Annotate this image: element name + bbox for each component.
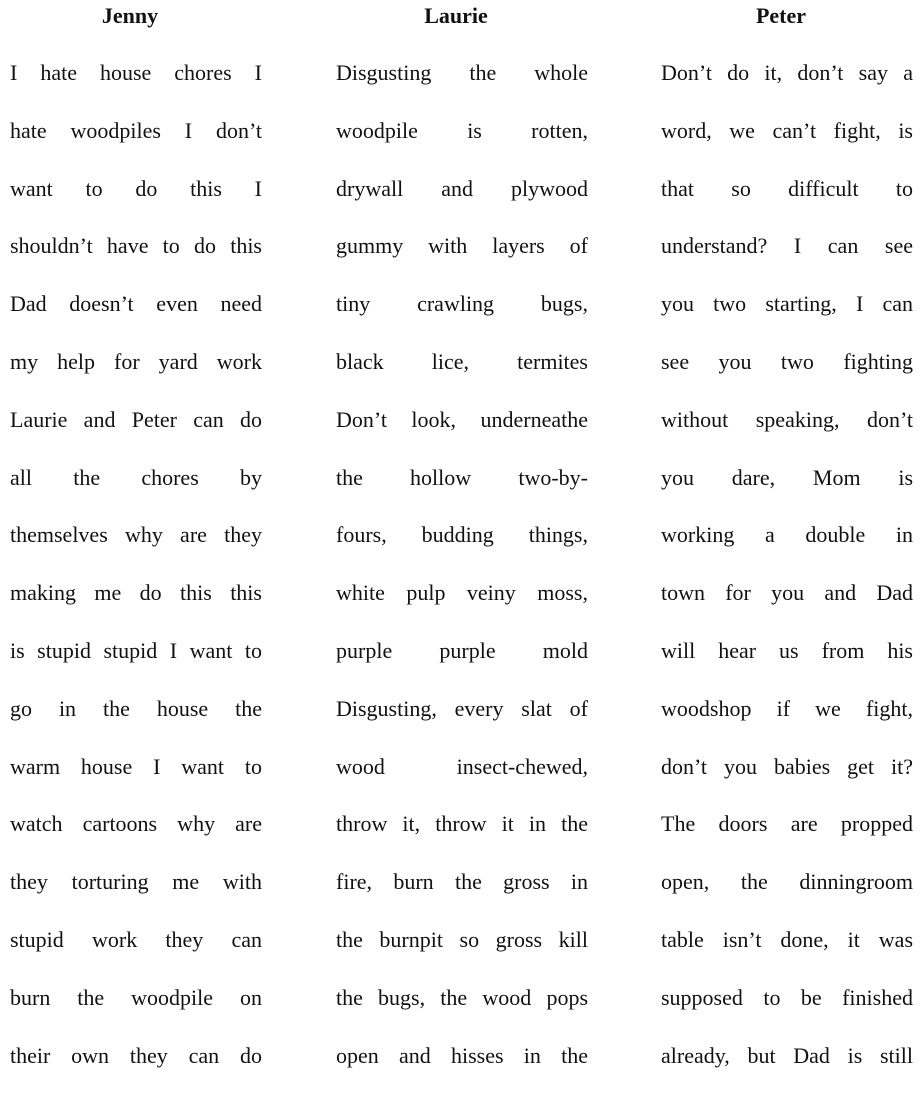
text-line: open, the dinningroom: [661, 869, 913, 895]
text-line: fire, burn the gross in: [336, 869, 588, 895]
text-line: throw it, throw it in the: [336, 811, 588, 837]
text-line: the burnpit so gross kill: [336, 926, 588, 952]
text-line: without speaking, don’t: [661, 406, 913, 432]
text-line: all the chores by: [10, 464, 262, 490]
text-line: supposed to be finished: [661, 984, 913, 1010]
text-line: tiny crawling bugs,: [336, 291, 588, 317]
text-line: they torturing me with: [10, 869, 262, 895]
text-line: shouldn’t have to do this: [10, 233, 262, 259]
text-line: word, we can’t fight, is: [661, 117, 913, 143]
text-line: open and hisses in the: [336, 1042, 588, 1068]
text-line: will hear us from his: [661, 637, 913, 663]
column-text-peter: [661, 58, 913, 1098]
text-line: see you two fighting: [661, 348, 913, 374]
text-line: woodshop if we fight,: [661, 695, 913, 721]
column-heading-jenny: Jenny: [101, 3, 159, 28]
text-line: the bugs, the wood pops: [336, 984, 588, 1010]
text-line: gummy with layers of: [336, 233, 588, 259]
text-line: purple purple mold: [336, 637, 588, 663]
text-line: is stupid stupid I want to: [10, 637, 262, 663]
text-line: woodpile is rotten,: [336, 117, 588, 143]
text-line: their own they can do: [10, 1042, 262, 1068]
text-line: want to do this I: [10, 175, 262, 201]
text-line: my help for yard work: [10, 348, 262, 374]
column-heading-peter: Peter: [755, 3, 807, 28]
text-line: Disgusting the whole: [336, 60, 588, 85]
text-line: already, but Dad is still: [661, 1042, 913, 1068]
text-line: Laurie and Peter can do: [10, 406, 262, 432]
text-line: you two starting, I can: [661, 291, 913, 317]
text-line: Don’t look, underneathe: [336, 406, 588, 432]
text-line: watch cartoons why are: [10, 811, 262, 837]
text-line: working a double in: [661, 522, 913, 548]
column-text-laurie: [336, 58, 588, 1098]
text-line: I hate house chores I: [10, 60, 262, 85]
text-line: understand? I can see: [661, 233, 913, 259]
column-text-jenny: [10, 58, 262, 1098]
text-line: Dad doesn’t even need: [10, 291, 262, 317]
text-line: the hollow two-by-: [336, 464, 588, 490]
text-line: hate woodpiles I don’t: [10, 117, 262, 143]
text-line: table isn’t done, it was: [661, 926, 913, 952]
text-line: stupid work they can: [10, 926, 262, 952]
text-line: The doors are propped: [661, 811, 913, 837]
text-line: that so difficult to: [661, 175, 913, 201]
text-line: making me do this this: [10, 580, 262, 606]
text-line: wood insect-chewed,: [336, 753, 588, 779]
column-heading-laurie: Laurie: [424, 3, 488, 28]
text-line: black lice, termites: [336, 348, 588, 374]
text-line: warm house I want to: [10, 753, 262, 779]
text-line: Don’t do it, don’t say a: [661, 60, 913, 85]
text-line: go in the house the: [10, 695, 262, 721]
text-line: white pulp veiny moss,: [336, 580, 588, 606]
text-line: you dare, Mom is: [661, 464, 913, 490]
text-line: Disgusting, every slat of: [336, 695, 588, 721]
text-line: drywall and plywood: [336, 175, 588, 201]
text-line: fours, budding things,: [336, 522, 588, 548]
text-line: themselves why are they: [10, 522, 262, 548]
text-line: don’t you babies get it?: [661, 753, 913, 779]
text-line: town for you and Dad: [661, 580, 913, 606]
text-line: burn the woodpile on: [10, 984, 262, 1010]
